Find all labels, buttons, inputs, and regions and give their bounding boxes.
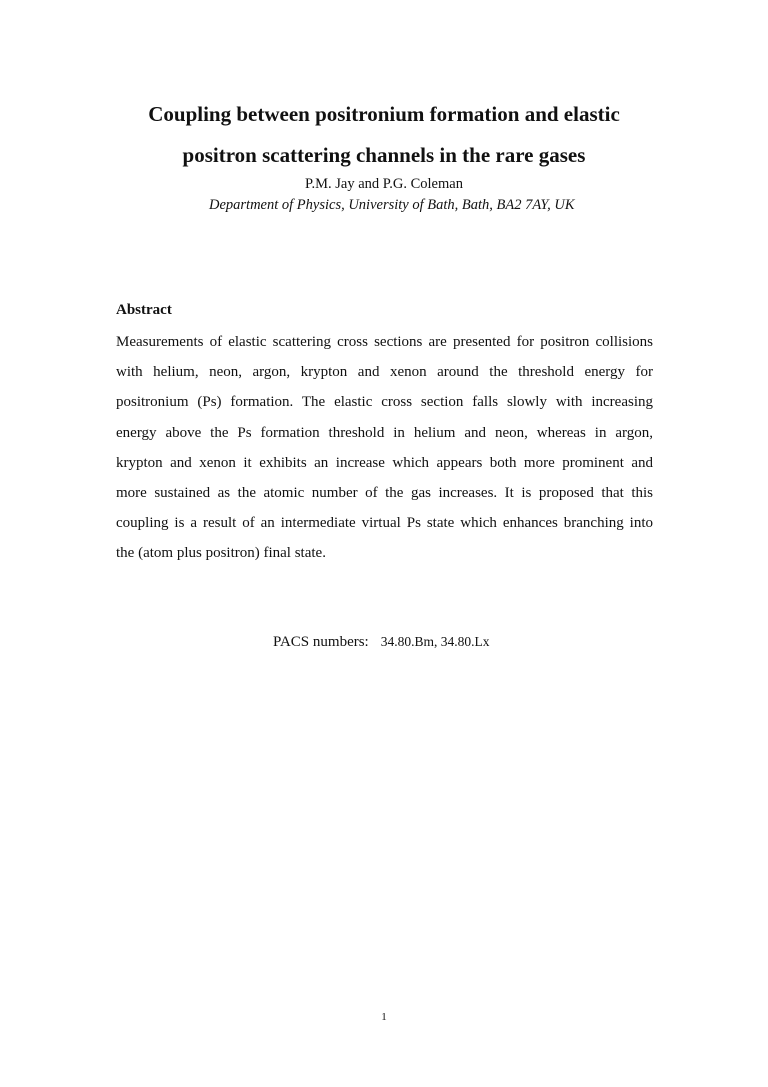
page-number: 1 (381, 1011, 387, 1023)
abstract-heading: Abstract (116, 302, 172, 318)
abstract-line: Measurements of elastic scattering cross sections are presented for positron collisions (116, 334, 653, 350)
abstract-body (116, 327, 653, 569)
authors: P.M. Jay and P.G. Coleman (305, 176, 463, 192)
paper-title-line-2: positron scattering channels in the rare gases (182, 143, 586, 167)
abstract-line: energy above the Ps formation threshold in helium and neon, whereas in argon, (116, 424, 653, 441)
abstract-line: with helium, neon, argon, krypton and xenon around the threshold energy for (116, 364, 653, 381)
affiliation: Department of Physics, University of Bath, Bath, BA2 7AY, UK (209, 197, 575, 213)
pacs-values: 34.80.Bm, 34.80.Lx (380, 634, 490, 649)
abstract-line: positronium (Ps) formation. The elastic cross section falls slowly with increasing (116, 394, 653, 411)
pacs-label: PACS numbers: (273, 634, 369, 650)
abstract-line: more sustained as the atomic number of the gas increases. It is proposed that this (116, 484, 653, 501)
paper-title-line-1: Coupling between positronium formation and elastic (148, 102, 620, 126)
pacs-numbers (273, 633, 490, 651)
abstract-line: coupling is a result of an intermediate virtual Ps state which enhances branching into (116, 515, 653, 532)
abstract-line: krypton and xenon it exhibits an increase which appears both more prominent and (116, 454, 653, 471)
abstract-line: the (atom plus positron) final state. (116, 545, 326, 562)
